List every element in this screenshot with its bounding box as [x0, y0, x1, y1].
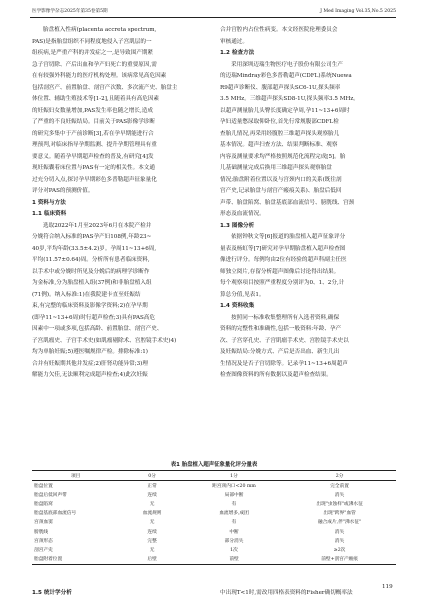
table-row [32, 518, 396, 527]
table-row [32, 490, 396, 499]
section-heading: 1.4 资料收集 [220, 303, 255, 309]
body-text-line: 评分对PAS的预测价值。 [32, 188, 94, 194]
table-cell: 距宫颈内口<20 mm [212, 483, 256, 489]
table-cell: 后壁 [119, 555, 185, 565]
body-text-line: 资料的完整性和准确性,包括一般资料:年龄、孕产 [220, 326, 342, 332]
score-table [32, 470, 396, 565]
table-cell: 前壁 [185, 555, 283, 565]
body-text-line: 形态及血流情况。 [220, 211, 265, 217]
body-text-line: 理预判,对临床指导孕期监测、提升孕期管理具有重 [32, 142, 157, 148]
table-cell: 消失 [334, 492, 345, 498]
body-text-line: 师独立阅片,存留分析超声图像后讨论得出结果。 [220, 268, 340, 275]
table-1 [32, 461, 396, 565]
body-text-line: 过充分切入点,探讨孕早期彩色多普勒超声征象量化 [32, 176, 157, 183]
table-row [32, 536, 396, 545]
page-number: 119 [382, 584, 393, 590]
body-text-line: 按照同一标准收集整理所有入选者资料,确保 [231, 314, 340, 321]
section-heading: 1 资料与方法 [32, 199, 66, 206]
body-text-line: 采用深圳迈瑞生物医疗电子股份有限公司生产 [231, 61, 343, 68]
table-header-cell: 项目 [32, 471, 119, 481]
body-text-line: 束,有完整的临床资料及影像学资料;2)在孕早期 [32, 303, 148, 309]
table-cell: 无 [149, 547, 155, 553]
body-text-line: 像进行评分。每例均由2位有经验的超声科副主任医 [220, 257, 347, 263]
table-cell: 融合成片,伴"沸水征" [317, 520, 362, 526]
body-text-line: R9超声诊断仪、腹部超声探头SC6-1U,探头频率 [220, 84, 341, 91]
body-text-line: 合并宫腔内占位性病变。本文经医院伦理委员会 [220, 27, 338, 33]
table-cell: 无 [149, 501, 155, 507]
body-text-line: 算总分值,见表1。 [220, 291, 265, 298]
body-text-line: 均为单胎妊娠;5)遵医嘱规律产检。排除标准:1) [32, 349, 148, 355]
section-heading: 1.2 检查方法 [220, 50, 255, 56]
body-text-line: 平均(11.57±0.64)周。分析所有患者临床资料, [32, 257, 150, 263]
body-text-line: 急子宫切除、产后出血和孕产妇死亡的重要原因,需 [32, 61, 157, 68]
body-text-line: 组疾病,是严重产科的并发症之一,是导致围产期紧 [32, 50, 154, 56]
body-text-line: 生情况及是否子宫切除等。记录孕11~13+6周超声 [220, 360, 348, 367]
table-caption: 表1 胎盘植入超声征象量化评分量表 [170, 462, 258, 468]
body-text-line: 40岁,平均年龄(33.5±4.2)岁。孕周11~13+6周, [32, 245, 157, 252]
section-heading: 1.3 图像分析 [220, 222, 255, 229]
body-text-line: 基本情况。超声扫查方法、结果判断标准、观察 [220, 142, 338, 148]
body-text-line: 胎盘植入性病(placenta accreta spectrum, [43, 27, 157, 33]
table-cell: 连续 [147, 492, 157, 498]
table-row [32, 527, 396, 536]
table-cell: 宫颈形态 [34, 538, 53, 544]
body-text-line: 声带、胎盘陷窝、胎盘基底部血流信号、膀胱线、宫颈 [220, 199, 355, 206]
body-text-line: 每个观察项目按照严重程度分别评为0、1、2分,计 [220, 280, 345, 286]
table-cell: 连续 [147, 529, 157, 535]
table-header-cell: 2分 [283, 471, 396, 481]
body-text-line: 为金标准,分为胎盘植入组(37例)和非胎盘植入组 [32, 280, 152, 286]
body-line-continued: 中出现T<1时,需改用四格表资料的Fisher确切概率法 [220, 590, 353, 596]
table-cell: 膀胱线 [34, 529, 49, 535]
table-body [32, 481, 396, 565]
body-text-line: 的妊娠妇女数量增加,PAS发生率也随之增长,造成 [32, 107, 153, 114]
table-cell: 1次 [230, 547, 238, 553]
running-header-left: 医学影像学杂志2025年第35卷第5期 [32, 9, 108, 14]
table-row [32, 555, 396, 565]
body-text-line: 体位置、辅助生殖技术等[1-2],且随着具有高危因素 [32, 96, 160, 102]
body-text-line: PAS)是指胎盘组织不同程度地侵入子宫肌层的一 [32, 38, 152, 45]
table-cell: 消失 [334, 538, 345, 544]
table-cell: 出现"虫蚀样"或沸水征 [316, 501, 363, 507]
body-text-line: 次、子宫穿孔史、子宫肌瘤手术史、宫腔镜手术史以 [220, 337, 349, 344]
table-cell: 胎盘陷窝 [34, 501, 53, 507]
table-header-row [32, 471, 396, 481]
table-cell: 血流增多,成团 [219, 511, 249, 517]
table-cell: 有 [231, 520, 237, 526]
table-cell: 血流规则 [142, 511, 162, 517]
section-heading: 1.1 临床资料 [32, 211, 67, 217]
body-text-line: (71例)。纳入标准:1)在我院建卡直至妊娠结 [32, 291, 141, 298]
body-text-line: 以手术中或分娩时所见及分娩后的病理学诊断作 [32, 268, 150, 275]
body-text-line: 3.5 MHz。三维超声探头SD8-1U,探头频率3.5 MHz。 [220, 96, 359, 102]
body-text-line: 在有较强外科能力的医疗机构处理。该病常见高危因素 [32, 73, 167, 79]
table-header-cell: 0分 [119, 471, 185, 481]
table-row [32, 509, 396, 518]
table-cell: 胎盘后低回声带 [34, 492, 67, 498]
right-column [220, 25, 396, 382]
body-text-line: 分娩符合纳入标准的PAS孕产妇108例,年龄23~ [32, 234, 152, 240]
body-text-line: 解能力欠佳,无法顺利完成超声检查;4)此次妊娠 [32, 372, 148, 378]
table-row [32, 499, 396, 508]
body-text-line: 检查图像资料的所有数据以及超声检查结果。 [220, 372, 332, 378]
header-rule [30, 17, 396, 18]
table-row [32, 545, 396, 554]
body-text-line: 孕妇适量憋尿取仰卧位,首先行常规腹部CDFL检 [220, 119, 339, 125]
body-text-line: 查胎儿情况,再采用经腹腔三维超声探头观察胎儿 [220, 130, 340, 137]
table-cell: 胎盘基底部血流信号 [34, 511, 77, 517]
body-text-line: 了严重的不良妊娠结局。目前关于PAS影像学诊断 [32, 119, 155, 125]
running-header-right: J Med Imaging Vol.35,No.5 2025 [320, 9, 396, 14]
table-cell: 前壁+剖宫产瘢痕 [283, 555, 396, 565]
body-text-line: 依据钟秋文等[6]报道的胎盘植入超声征象评分 [231, 234, 346, 240]
table-cell: 胎盘位置 [34, 483, 53, 489]
body-text-line: 宫产史,记录胎盘与剖宫产瘢痕关系)、胎盘后低回 [220, 188, 342, 194]
body-text-line: 包括剖宫产、前置胎盘、剖宫产次数、多次流产史、胎盘主 [32, 84, 178, 91]
table-cell: 正常 [147, 483, 157, 489]
table-cell: 出现"跨界"血管 [323, 511, 356, 517]
body-text-line: 的研究多集中于产前诊断[3],若在孕早期能进行合 [32, 130, 154, 137]
body-text-line: 内容及测量要求均严格按照规范化流程完成[5]。胎 [220, 153, 346, 160]
body-text-line: (即孕11~13+6周)时行超声检查;3)具有PAS高危 [32, 314, 155, 321]
body-text-line: 现妊娠囊着床位置与PAS有一定的相关性。本文通 [32, 165, 155, 171]
table-header-cell: 1分 [185, 471, 283, 481]
left-column [32, 25, 208, 382]
table-cell: 消失 [334, 529, 345, 535]
table-cell: 胎盘附着位置 [32, 555, 119, 565]
body-text-line: 要意义。随着孕早期超声检查的普及,有研究[4]发 [32, 153, 154, 160]
table-cell: 无 [149, 520, 155, 526]
body-text-line: 儿基础测量完成后换用三维超声探头观察胎盘 [220, 165, 332, 171]
table-cell: 完整 [147, 538, 157, 544]
body-text-line: 的迈瑞Mindray彩色多普勒超声(CDFL)系统Nuewa [220, 73, 352, 79]
body-text-line: 审核通过。 [220, 38, 248, 45]
body-text-line: 子宫肌瘤史、子宫手术史(如肌瘤剔除术、宫腔镜手术史)4) [32, 337, 177, 344]
body-text-line: 以超声测量胎儿头臀长度确定孕周,孕11~13+6周时 [220, 107, 350, 114]
table-cell: 局部中断 [224, 492, 244, 498]
body-text-line: 情况;胎盘附着位置以及与宫颈内口的关系(既往剖 [220, 176, 342, 183]
table-cell: 部分消失 [224, 538, 244, 544]
table-cell: ≥2次 [333, 547, 346, 553]
table-cell: 中断 [229, 529, 239, 535]
body-text-line: 及妊娠结局:分娩方式、产后是否出血、新生儿出 [220, 349, 340, 355]
table-cell: 宫颈血窦 [34, 520, 53, 526]
body-text-line: 选取2022年1月至2023年6月在本院产检并 [43, 222, 152, 229]
body-text-line: 因素中一项或多项,包括高龄、前置胎盘、剖宫产史、 [32, 326, 163, 332]
section-heading-stats: 1.5 统计学分析 [32, 590, 72, 596]
body-text-line: 量表及杨虹等[7]研究对孕早期胎盘植入超声检查图 [220, 245, 346, 252]
table-cell: 有 [231, 501, 237, 507]
table-cell: 剖宫产史 [34, 547, 53, 553]
body-text-line: 合并有妊娠期其他并发症;2)肝肾功能异常;3)理 [32, 360, 148, 367]
table-cell: 完全前置 [330, 483, 349, 489]
table-row [32, 481, 396, 491]
